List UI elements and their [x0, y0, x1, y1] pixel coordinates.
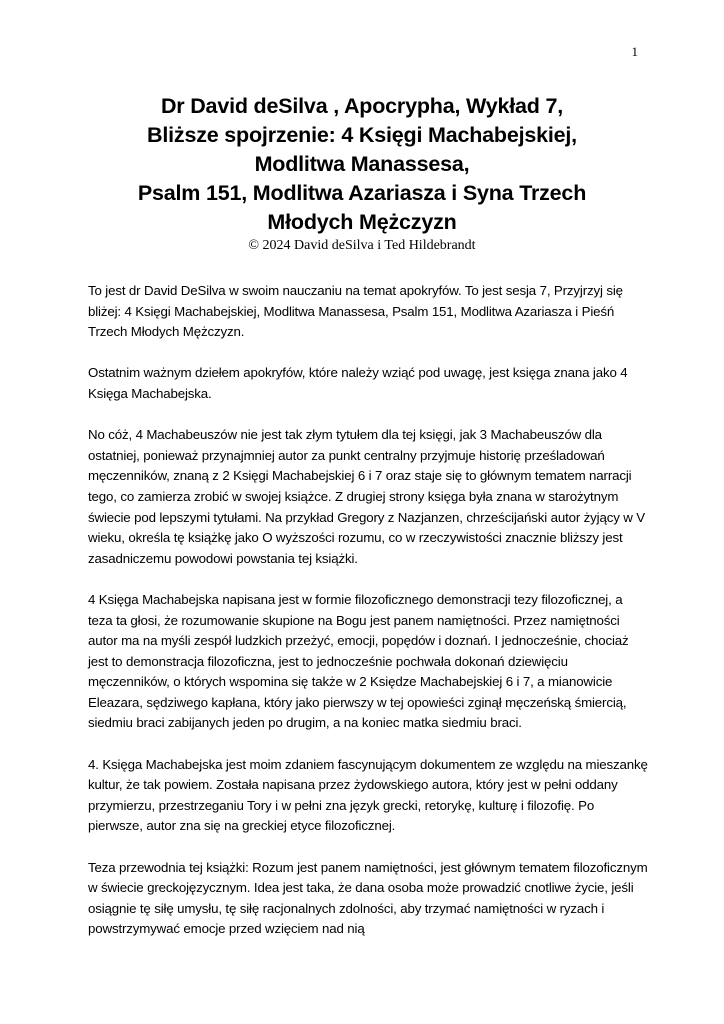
body-text: [88, 281, 648, 940]
paragraph-4: 4 Księga Machabejska napisana jest w formie filozoficznego demonstracji tezy filozoficznej, a teza ta głosi, że rozumowanie skupione na Bogu jest panem namiętności. Przez namiętności autor ma na myśli zespół ludzkich przeżyć, emocji, popędów i doznań. I jednocześnie, chociaż jest to demonstracja filozoficzna, jest to jednocześnie pochwała dokonań dziewięciu męczenników, o których wspomina się także w 2 Księdze Machabejskiej 6 i 7, a mianowicie Eleazara, sędziwego kapłana, który jako pierwszy w tej opowieści zginął męczeńską śmiercią, siedmiu braci zabijanych jeden po drugim, a na koniec matka siedmiu braci.: [88, 591, 629, 731]
paragraph-5: 4. Księga Machabejska jest moim zdaniem fascynującym dokumentem ze względu na mieszankę kultur, że tak powiem. Została napisana przez żydowskiego autora, który jest w pełni oddany przymierzu, przestrzeganiu Tory i w pełni zna język grecki, retorykę, kulturę i filozofię. Po pierwsze, autor zna się na greckiej etyce filozoficznej.: [88, 756, 648, 834]
paragraph-1: To jest dr David DeSilva w swoim nauczaniu na temat apokryfów. To jest sesja 7, Przyjrzyj się bliżej: 4 Księgi Machabejskiej, Modlitwa Manassesa, Psalm 151, Modlitwa Azariasza i Pieśń Trzech Młodych Mężczyzn.: [88, 283, 623, 340]
copyright-notice: © 2024 David deSilva i Ted Hildebrandt: [248, 238, 476, 253]
paragraph-3: No cóż, 4 Machabeuszów nie jest tak złym tytułem dla tej księgi, jak 3 Machabeuszów dla ostatniej, ponieważ przynajmniej autor za punkt centralny przyjmuje historię prześladowań męczenników, znaną z 2 Księgi Machabejskiej 6 i 7 oraz staje się to głównym tematem narracji tego, co zamierza zrobić w swojej książce. Z drugiej strony księga była znana w starożytnym świecie pod lepszymi tytułami. Na przykład Gregory z Nazjanzen, chrześcijański autor żyjący w V wieku, określa tę książkę jako O wyższości rozumu, co w rzeczywistości znacznie bliższy jest zasadniczemu powodowi powstania tej książki.: [88, 427, 645, 566]
document-title-line-2: Bliższe spojrzenie: 4 Księgi Machabejskiej,: [147, 123, 577, 147]
document-title-line-5: Młodych Mężczyzn: [267, 210, 457, 234]
page-number: 1: [631, 44, 638, 59]
paragraph-2: Ostatnim ważnym dziełem apokryfów, które należy wziąć pod uwagę, jest księga znana jako 4 Księga Machabejska.: [88, 365, 628, 401]
document-title-line-1: Dr David deSilva , Apocrypha, Wykład 7,: [160, 94, 564, 118]
title-block: [60, 92, 664, 255]
document-title-line-4: Psalm 151, Modlitwa Azariasza i Syna Trzech: [137, 181, 587, 205]
document-title-line-3: Modlitwa Manassesa,: [254, 152, 470, 176]
paragraph-6: Teza przewodnia tej książki: Rozum jest panem namiętności, jest głównym tematem filozoficznym w świecie greckojęzycznym. Idea jest taka, że dana osoba może prowadzić cnotliwe życie, jeśli osiągnie tę siłę umysłu, tę siłę racjonalnych zdolności, aby trzymać namiętności w ryzach i powstrzymywać emocje przed wzięciem nad nią: [88, 859, 648, 937]
